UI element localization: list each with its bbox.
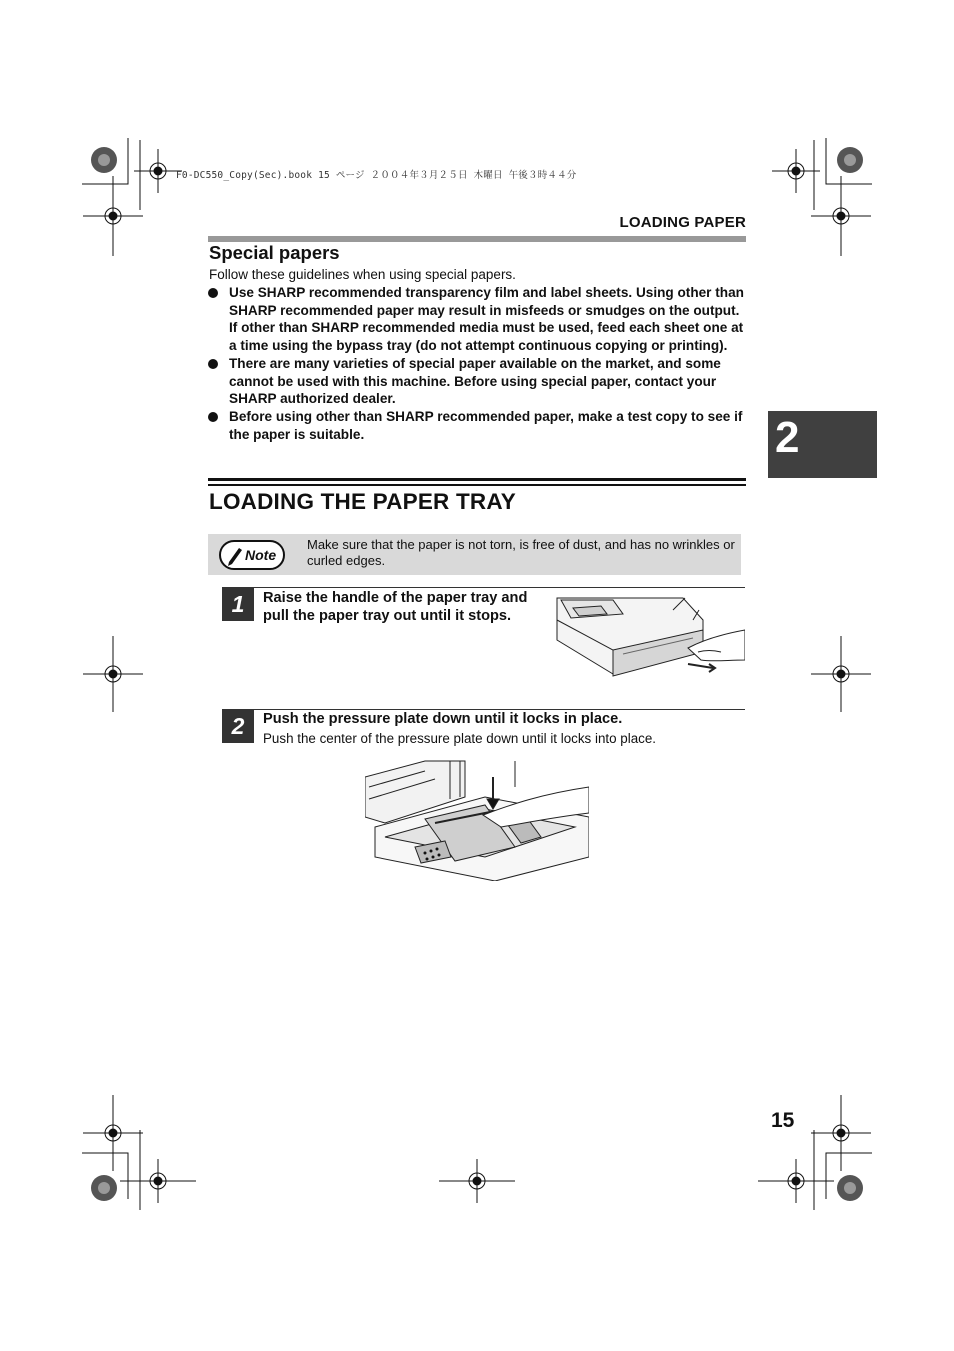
step-2-text: Push the pressure plate down until it locks in place. xyxy=(263,711,623,727)
note-label: Note xyxy=(245,547,277,563)
bullet-icon xyxy=(208,288,218,298)
special-papers-list xyxy=(208,284,748,443)
tray-pull-illustration xyxy=(553,590,745,678)
chapter-number: 2 xyxy=(775,413,800,462)
step-2-rule xyxy=(222,709,745,710)
special-papers-intro: Follow these guidelines when using special papers. xyxy=(209,267,516,282)
bullet-icon xyxy=(208,359,218,369)
step-2-subtext: Push the center of the pressure plate down until it locks into place. xyxy=(263,731,657,746)
list-item xyxy=(208,284,748,355)
step-1-number: 1 xyxy=(222,588,254,621)
section-rule-bottom xyxy=(208,484,746,486)
list-item xyxy=(208,355,748,408)
step-2-number: 2 xyxy=(222,710,254,743)
section-rule-top xyxy=(208,478,746,481)
loading-tray-heading: LOADING THE PAPER TRAY xyxy=(209,489,516,514)
section-header: LOADING PAPER xyxy=(619,214,746,231)
bullet-icon xyxy=(208,412,218,422)
list-item xyxy=(208,408,748,443)
list-item-text: There are many varieties of special paper available on the market, and some cannot be used with this machine. Before using special paper, contact your SHARP authorized dealer. xyxy=(229,355,721,407)
step-1-text: Raise the handle of the paper tray and pull the paper tray out until it stops. xyxy=(263,590,528,624)
step-1-rule xyxy=(222,587,745,588)
note-badge xyxy=(219,540,285,570)
list-item-text: Before using other than SHARP recommended paper, make a test copy to see if the paper is suitable. xyxy=(229,408,743,442)
special-papers-heading: Special papers xyxy=(209,242,340,263)
pressure-plate-illustration xyxy=(365,757,589,881)
list-item-text: Use SHARP recommended transparency film and label sheets. Using other than SHARP recommended paper may result in misfeeds or smudges on the output. If other than SHARP recommended media must be used, feed each sheet one at a time using the bypass tray (do not attempt continuous copying or printing). xyxy=(229,285,744,354)
note-text: Make sure that the paper is not torn, is free of dust, and has no wrinkles or curled edges. xyxy=(307,537,735,569)
page-number: 15 xyxy=(771,1109,795,1132)
print-info-line: F0-DC550_Copy(Sec).book 15 ページ ２００４年３月２５日 木曜日 午後３時４４分 xyxy=(176,170,577,181)
